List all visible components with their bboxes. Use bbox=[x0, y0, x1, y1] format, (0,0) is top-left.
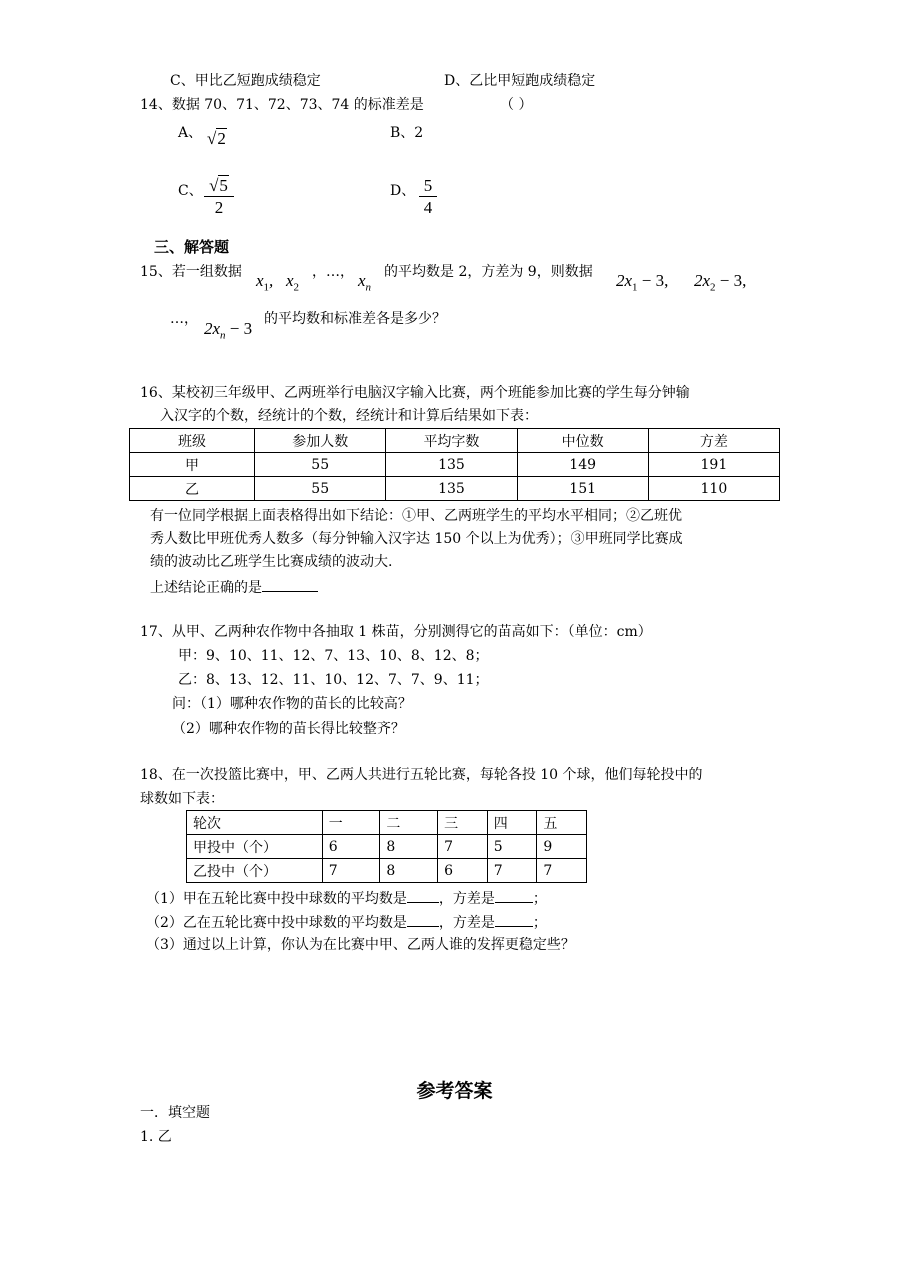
q16-answer-line: 上述结论正确的是 bbox=[150, 577, 318, 597]
table-cell: 191 bbox=[648, 453, 779, 477]
q15-xn: $x_n$ bbox=[358, 271, 372, 294]
table-row bbox=[187, 835, 587, 859]
q17-ask-1: 问：（1）哪种农作物的苗长的比较高？ bbox=[172, 696, 412, 712]
table-header-row bbox=[187, 811, 587, 835]
table-header-cell: 四 bbox=[487, 811, 537, 835]
table-cell: 149 bbox=[517, 453, 648, 477]
answers-title: 参考答案 bbox=[416, 1080, 493, 1102]
q13-option-d: D、乙比甲短跑成绩稳定 bbox=[444, 73, 596, 89]
q16-conclusion-2: 秀人数比甲班优秀人数多（每分钟输入汉字达 150 个以上为优秀）；③甲班同学比赛成 bbox=[150, 531, 683, 547]
q14-c-label: C、 bbox=[178, 183, 203, 199]
answer-blank bbox=[262, 577, 318, 592]
q17-jia: 甲：9、10、11、12、7、13、10、8、12、8； bbox=[178, 648, 489, 664]
table-header-cell: 三 bbox=[438, 811, 488, 835]
table-cell: 135 bbox=[386, 477, 517, 501]
table-cell: 6 bbox=[322, 835, 380, 859]
table-header-cell: 方差 bbox=[648, 429, 779, 453]
table-header-cell: 班级 bbox=[130, 429, 255, 453]
table-cell: 9 bbox=[537, 835, 587, 859]
q14-b-label: B、2 bbox=[390, 125, 424, 141]
table-cell: 55 bbox=[255, 453, 386, 477]
q18-sub-2: （2）乙在五轮比赛中投中球数的平均数是 ，方差是 ； bbox=[146, 912, 547, 932]
q15-expr-n: $2x_n - 3$ bbox=[204, 319, 253, 342]
answer-1: 1. 乙 bbox=[140, 1129, 172, 1145]
q15-dots: ，…， bbox=[312, 264, 354, 280]
q15-lead: 15、若一组数据 bbox=[140, 264, 242, 280]
q16-conclusion-3: 绩的波动比乙班学生比赛成绩的波动大. bbox=[150, 554, 393, 570]
table-header-cell: 二 bbox=[380, 811, 438, 835]
q17-ask-2: （2）哪种农作物的苗长得比较整齐？ bbox=[172, 721, 405, 737]
q15-line2-dots: …， bbox=[170, 311, 198, 327]
table-cell: 8 bbox=[380, 835, 438, 859]
table-header-cell: 五 bbox=[537, 811, 587, 835]
answers-section-1: 一．填空题 bbox=[140, 1105, 210, 1121]
q16-line1: 16、某校初三年级甲、乙两班举行电脑汉字输入比赛，两个班能参加比赛的学生每分钟输 bbox=[140, 385, 690, 401]
table-header-row bbox=[130, 429, 780, 453]
table-header-cell: 轮次 bbox=[187, 811, 323, 835]
q14-a-value: √2 bbox=[207, 129, 226, 148]
q16-line2: 入汉字的个数，经统计的个数，经统计和计算后结果如下表： bbox=[160, 408, 538, 424]
q15-tail: 的平均数和标准差各是多少？ bbox=[264, 311, 446, 327]
table-cell: 135 bbox=[386, 453, 517, 477]
q18-line1: 18、在一次投篮比赛中，甲、乙两人共进行五轮比赛，每轮各投 10 个球，他们每轮投中的 bbox=[140, 767, 703, 783]
q14-d-label: D、 bbox=[390, 183, 416, 199]
table-cell: 8 bbox=[380, 859, 438, 883]
q14-d-fraction: $\frac{5}{4}$ bbox=[419, 176, 437, 219]
table-cell: 甲 bbox=[130, 453, 255, 477]
answer-blank bbox=[407, 912, 439, 927]
answer-blank bbox=[407, 888, 439, 903]
table-cell: 151 bbox=[517, 477, 648, 501]
answer-blank bbox=[495, 912, 533, 927]
table-cell: 55 bbox=[255, 477, 386, 501]
q14-paren: （ ） bbox=[500, 97, 533, 113]
q15-expr-2: $2x_2 - 3$, bbox=[694, 271, 747, 294]
q14-stem: 14、数据 70、71、72、73、74 的标准差是 bbox=[140, 97, 424, 113]
table-cell: 7 bbox=[537, 859, 587, 883]
q16-table bbox=[129, 428, 780, 501]
q18-sub-3: （3）通过以上计算，你认为在比赛中甲、乙两人谁的发挥更稳定些？ bbox=[146, 937, 575, 953]
q18-line2: 球数如下表： bbox=[140, 791, 224, 807]
table-header-cell: 参加人数 bbox=[255, 429, 386, 453]
table-cell: 7 bbox=[487, 859, 537, 883]
q14-a-label: A、 bbox=[178, 125, 203, 141]
q18-table bbox=[186, 810, 587, 883]
table-cell: 5 bbox=[487, 835, 537, 859]
q17-line1: 17、从甲、乙两种农作物中各抽取 1 株苗，分别测得它的苗高如下：（单位：cm） bbox=[140, 624, 652, 640]
q15-expr-1: $2x_1 - 3$, bbox=[616, 271, 669, 294]
q14-c-fraction: $\frac{√5}{2}$ bbox=[204, 176, 234, 219]
q15-mid: 的平均数是 2，方差为 9，则数据 bbox=[384, 264, 593, 280]
table-header-cell: 中位数 bbox=[517, 429, 648, 453]
q15-x2: $x_2$ bbox=[286, 271, 300, 294]
q15-x1: $x_1$, bbox=[256, 271, 274, 294]
answer-blank bbox=[495, 888, 533, 903]
table-cell: 7 bbox=[322, 859, 380, 883]
table-header-cell: 平均字数 bbox=[386, 429, 517, 453]
section-3-title: 三、解答题 bbox=[154, 238, 230, 256]
q16-conclusion-1: 有一位同学根据上面表格得出如下结论：①甲、乙两班学生的平均水平相同；②乙班优 bbox=[150, 508, 682, 524]
q17-yi: 乙：8、13、12、11、10、12、7、7、9、11； bbox=[178, 672, 489, 688]
table-cell: 7 bbox=[438, 835, 488, 859]
table-row bbox=[130, 453, 780, 477]
table-cell: 6 bbox=[438, 859, 488, 883]
q18-sub-1: （1）甲在五轮比赛中投中球数的平均数是 ，方差是 ； bbox=[146, 888, 547, 908]
table-row bbox=[187, 859, 587, 883]
q13-option-c: C、甲比乙短跑成绩稳定 bbox=[170, 73, 321, 89]
table-cell: 甲投中（个） bbox=[187, 835, 323, 859]
table-header-cell: 一 bbox=[322, 811, 380, 835]
table-row bbox=[130, 477, 780, 501]
table-cell: 110 bbox=[648, 477, 779, 501]
table-cell: 乙 bbox=[130, 477, 255, 501]
table-cell: 乙投中（个） bbox=[187, 859, 323, 883]
